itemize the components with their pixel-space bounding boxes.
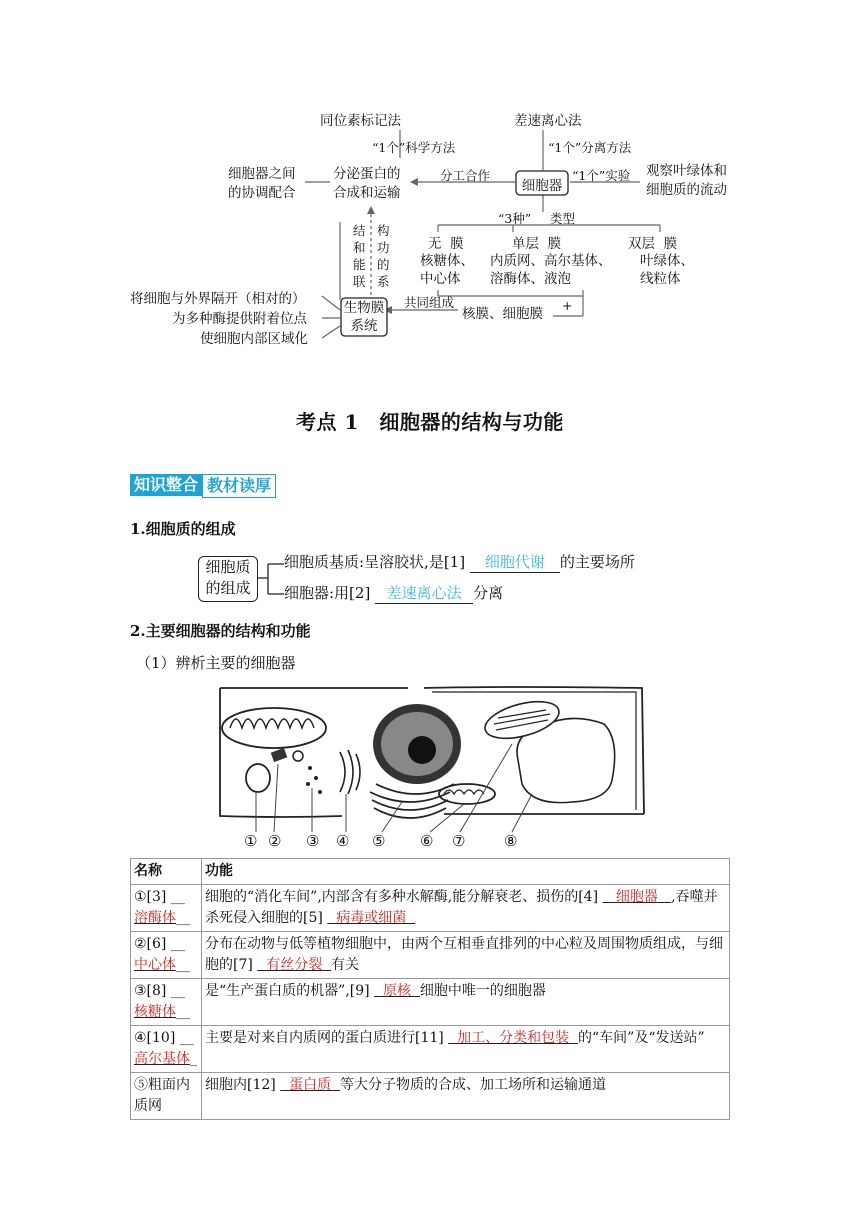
relation-right-text: 构 功 的 系 — [377, 223, 390, 289]
answer-8: 核糖体 — [134, 1004, 176, 1020]
answer-10: 高尔基体 — [134, 1051, 190, 1067]
header-name: 名称 — [131, 859, 202, 885]
composition-box: 细胞质 的组成 — [198, 556, 258, 602]
single-membrane-label: 单层 膜 — [512, 236, 562, 252]
row-name-cell: ⑤粗面内质网 — [131, 1073, 202, 1120]
row-name-cell: ②[6] __ 中心体__ — [131, 932, 202, 979]
nuclear-membrane-node: 核膜、细胞膜 — [462, 306, 543, 322]
section-1-heading: 1.细胞质的组成 — [130, 520, 236, 538]
observe-node: 观察叶绿体和 细胞质的流动 — [646, 163, 727, 198]
separation-method-label: “1个”分离方法 — [548, 140, 632, 155]
answer-9: 原核 — [382, 983, 411, 999]
coordination-node: 细胞器之间 的协调配合 — [228, 166, 296, 201]
row-function-cell: 分布在动物与低等植物细胞中，由两个互相垂直排列的中心粒及周围物质组成，与细胞的[7] 有丝分裂 有关 — [202, 932, 730, 979]
biomembrane-node: 生物膜 系统 — [343, 300, 385, 334]
answer-1: 细胞代谢 — [484, 553, 545, 571]
science-method-label: “1个”科学方法 — [372, 140, 456, 155]
no-membrane-label: 无 膜 — [428, 236, 464, 252]
row-name-cell: ①[3] __ 溶酶体__ — [131, 885, 202, 932]
composition-row-1: 细胞质基质:呈溶胶状,是[1] 细胞代谢 的主要场所 — [284, 553, 635, 571]
row-function-cell: 是“生产蛋白质的机器”,[9] 原核 细胞中唯一的细胞器 — [202, 979, 730, 1026]
composition-row-2: 细胞器:用[2] 差速离心法 分离 — [284, 584, 504, 602]
method-isotope: 同位素标记法 — [320, 113, 401, 129]
composition-bracket — [256, 556, 286, 602]
organelle-table — [130, 858, 730, 1120]
cell-diagram — [212, 684, 648, 854]
concept-map — [0, 0, 860, 380]
double-membrane-items: 叶绿体、 线粒体 — [640, 253, 694, 287]
banner-left: 知识整合 — [130, 474, 202, 496]
answer-2: 差速离心法 — [386, 584, 462, 602]
answer-5: 病毒或细菌 — [336, 910, 407, 926]
experiment-label: “1个”实验 — [572, 168, 631, 183]
row-name-cell: ④[10] __ 高尔基体_ — [131, 1026, 202, 1073]
no-membrane-items: 核糖体、 中心体 — [420, 253, 474, 287]
three-types-label: “3种” — [498, 211, 532, 226]
table-row — [131, 1073, 730, 1120]
banner-right: 教材读厚 — [202, 474, 276, 498]
plus-sign: + — [562, 298, 573, 313]
subsection-1: （1）辨析主要的细胞器 — [136, 654, 296, 672]
answer-4: 细胞器 — [615, 889, 658, 905]
single-membrane-items: 内质网、高尔基体、 溶酶体、液泡 — [490, 253, 612, 287]
types-label: 类型 — [550, 211, 576, 226]
method-centrifuge: 差速离心法 — [514, 113, 582, 129]
secretion-node: 分泌蛋白的 合成和运输 — [333, 166, 401, 201]
answer-11: 加工、分类和包装 — [457, 1030, 570, 1046]
table-row — [131, 932, 730, 979]
relation-left-text: 结 和 能 联 — [353, 223, 366, 289]
row-function-cell: 细胞内[12] 蛋白质 等大分子物质的合成、加工场所和运输通道 — [202, 1073, 730, 1120]
function-1: 将细胞与外界隔开（相对的） — [130, 291, 306, 307]
row-function-cell: 主要是对来自内质网的蛋白质进行[11] 加工、分类和包装 的“车间”及“发送站” — [202, 1026, 730, 1073]
row-name-cell: ③[8] __ 核糖体__ — [131, 979, 202, 1026]
composed-label: 共同组成 — [404, 295, 455, 310]
answer-3: 溶酶体 — [134, 910, 176, 926]
function-2: 为多种酶提供附着位点 — [172, 311, 307, 327]
answer-7: 有丝分裂 — [266, 957, 323, 973]
answer-6: 中心体 — [134, 957, 176, 973]
table-row — [131, 885, 730, 932]
table-row — [131, 1026, 730, 1073]
section-banner — [130, 474, 276, 498]
division-label: 分工合作 — [440, 168, 491, 183]
header-function: 功能 — [202, 859, 730, 885]
table-row — [131, 979, 730, 1026]
page-title: 考点 1 细胞器的结构与功能 — [296, 410, 564, 434]
table-header-row — [131, 859, 730, 885]
row-function-cell: 细胞的“消化车间”,内部含有多种水解酶,能分解衰老、损伤的[4] 细胞器 ,吞噬并杀死侵入细胞的[5] 病毒或细菌 — [202, 885, 730, 932]
double-membrane-label: 双层 膜 — [628, 236, 678, 252]
answer-12: 蛋白质 — [289, 1077, 332, 1093]
organelle-center-node: 细胞器 — [521, 178, 563, 194]
function-3: 使细胞内部区域化 — [200, 331, 308, 347]
section-2-heading: 2.主要细胞器的结构和功能 — [130, 622, 311, 640]
